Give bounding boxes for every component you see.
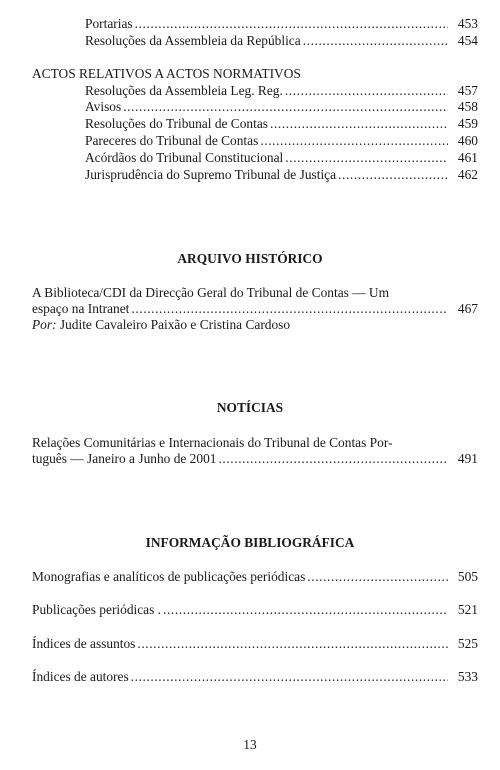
toc-entry-title: Portarias xyxy=(85,16,133,31)
toc-entry-page: 491 xyxy=(457,451,478,466)
toc-entry-indices-autores xyxy=(32,669,478,685)
dot-leader xyxy=(137,636,448,652)
dot-leader xyxy=(285,83,448,99)
actos-heading: ACTOS RELATIVOS A ACTOS NORMATIVOS xyxy=(32,66,301,81)
toc-entry-page: 467 xyxy=(457,301,478,316)
toc-entry-portarias xyxy=(85,16,478,32)
toc-entry-resolucoes-tc xyxy=(85,116,478,132)
toc-entry-page: 454 xyxy=(457,33,478,48)
toc-entry-page: 453 xyxy=(457,16,478,31)
toc-entry-title: Publicações periódicas . xyxy=(32,602,162,617)
toc-entry-title: Avisos xyxy=(85,99,122,114)
toc-entry-page: 521 xyxy=(457,602,478,617)
toc-entry-title: Jurisprudência do Supremo Tribunal de Justiça xyxy=(85,167,337,182)
dot-leader xyxy=(123,99,448,115)
toc-entry-title: Resoluções da Assembleia da República xyxy=(85,33,301,48)
dot-leader xyxy=(260,133,448,149)
toc-entry-page: 459 xyxy=(457,116,478,131)
arquivo-entry-line1: A Biblioteca/CDI da Direcção Geral do Tribunal de Contas — Um xyxy=(32,285,390,300)
toc-entry-title: espaço na Intranet xyxy=(32,301,130,316)
page-number: 13 xyxy=(243,737,257,752)
noticias-entry-line1: Relações Comunitárias e Internacionais do Tribunal de Contas Por- xyxy=(32,435,393,450)
arquivo-author xyxy=(32,317,290,333)
dot-leader xyxy=(338,167,448,183)
toc-entry-monografias xyxy=(32,569,478,585)
dot-leader xyxy=(163,602,448,618)
dot-leader xyxy=(131,301,448,317)
section-title-informacao: INFORMAÇÃO BIBLIOGRÁFICA xyxy=(145,535,355,550)
toc-entry-title: Índices de autores xyxy=(32,669,129,684)
toc-entry-title: Monografias e analíticos de publicações periódicas xyxy=(32,569,306,584)
dot-leader xyxy=(307,569,448,585)
toc-entry-indices-assuntos xyxy=(32,636,478,652)
dot-leader xyxy=(135,16,448,32)
toc-entry-resolucoes-ar xyxy=(85,33,478,49)
toc-entry-title: Resoluções do Tribunal de Contas xyxy=(85,116,269,131)
toc-entry-page: 533 xyxy=(457,669,478,684)
toc-entry-resolucoes-alr xyxy=(85,83,478,99)
toc-entry-title: Índices de assuntos xyxy=(32,636,136,651)
toc-entry-jurisprudencia-stj xyxy=(85,167,478,183)
toc-entry-title: Acórdãos do Tribunal Constitucional xyxy=(85,150,284,165)
section-title-noticias: NOTÍCIAS xyxy=(216,400,284,415)
toc-entry-page: 461 xyxy=(457,150,478,165)
toc-entry-page: 462 xyxy=(457,167,478,182)
author-prefix: Por: xyxy=(32,317,57,332)
toc-entry-page: 457 xyxy=(457,83,478,98)
dot-leader xyxy=(218,451,448,467)
toc-entry-pareceres-tc xyxy=(85,133,478,149)
noticias-entry-line2 xyxy=(32,451,478,467)
arquivo-entry-line2 xyxy=(32,301,478,317)
toc-entry-page: 505 xyxy=(457,569,478,584)
dot-leader xyxy=(270,116,448,132)
dot-leader xyxy=(303,33,448,49)
dot-leader xyxy=(285,150,448,166)
toc-entry-publicacoes xyxy=(32,602,478,618)
toc-entry-avisos xyxy=(85,99,478,115)
toc-entry-acordaos-tconst xyxy=(85,150,478,166)
toc-entry-page: 458 xyxy=(457,99,478,114)
toc-entry-title: Resoluções da Assembleia Leg. Reg. xyxy=(85,83,283,98)
author-names: Judite Cavaleiro Paixão e Cristina Cardoso xyxy=(56,317,291,332)
toc-entry-title: tuguês — Janeiro a Junho de 2001 xyxy=(32,451,217,466)
section-title-arquivo: ARQUIVO HISTÓRICO xyxy=(177,251,323,266)
dot-leader xyxy=(131,669,448,685)
toc-entry-page: 525 xyxy=(457,636,478,651)
toc-entry-title: Pareceres do Tribunal de Contas xyxy=(85,133,259,148)
toc-entry-page: 460 xyxy=(457,133,478,148)
